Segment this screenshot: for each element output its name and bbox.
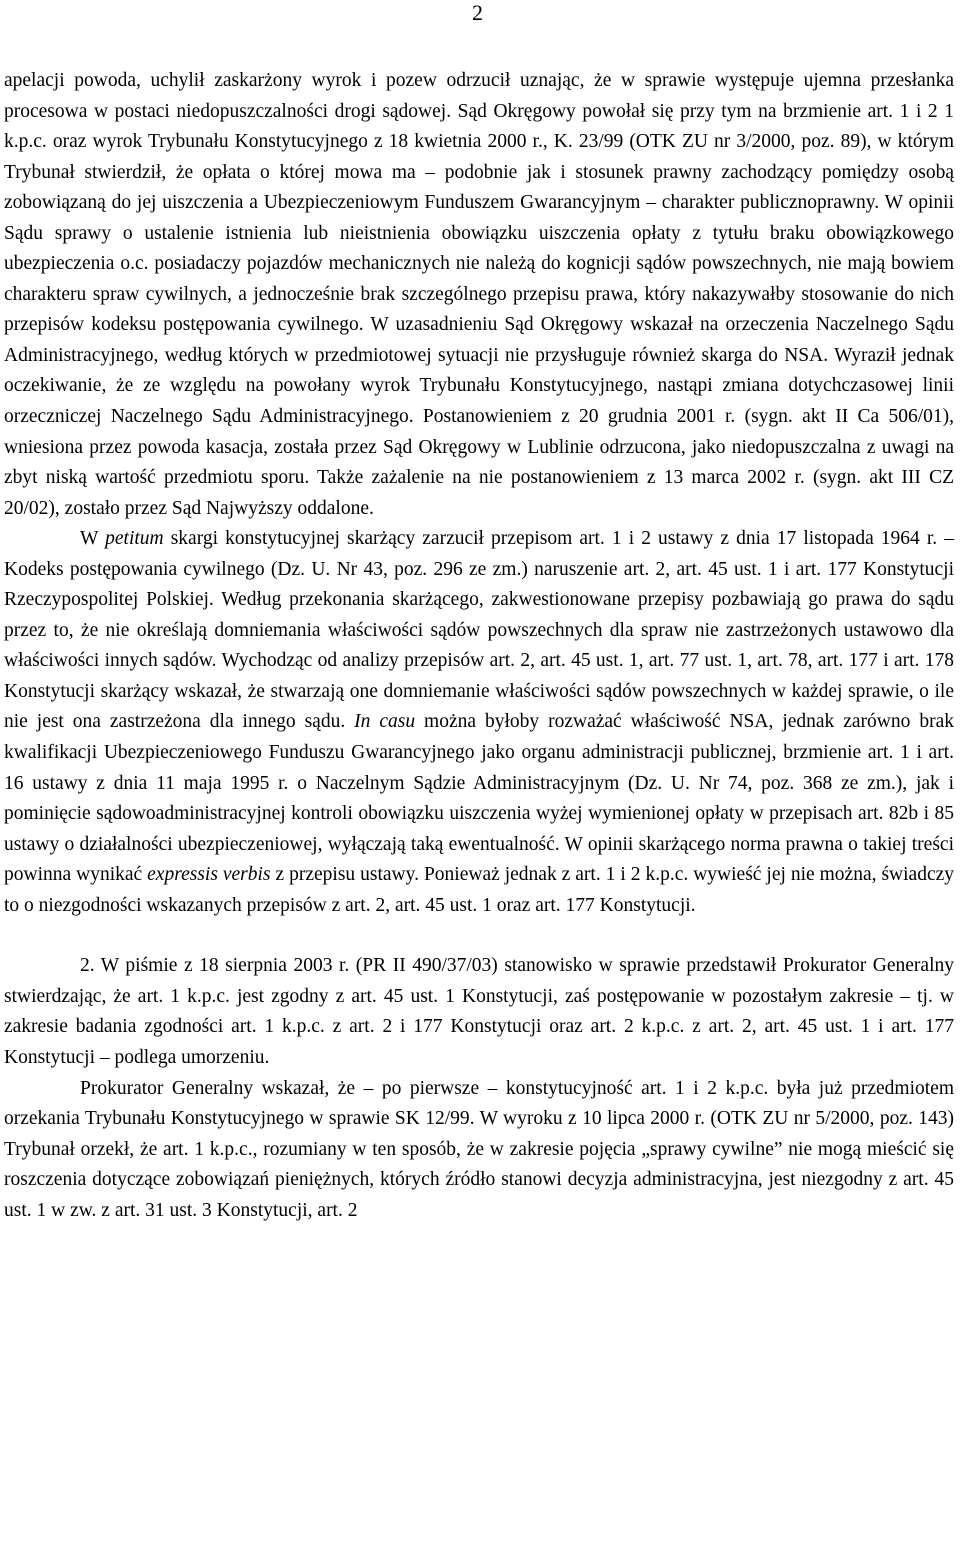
text-run: W: [80, 528, 106, 550]
italic-latin-term: petitum: [105, 528, 164, 550]
italic-latin-term: expressis verbis: [147, 864, 271, 886]
page-number: 2: [472, 0, 483, 25]
paragraph-1: [4, 66, 954, 524]
text-run: Prokurator Generalny wskazał, że – po pierwsze – konstytucyjność art. 1 i 2 k.p.c. była już przedmiotem orzekania Trybunału Konstytucyjnego w sprawie SK 12/99. W wyroku z 10 lipca 2000 r. (OTK ZU nr 5/2000, poz. 143) Trybunał orzekł, że art. 1 k.p.c., rozumiany w ten sposób, że w zakresie pojęcia „sprawy cywilne” nie mogą mieścić się roszczenia dotyczące zobowiązań pieniężnych, których źródło stanowi decyzja administracyjna, jest niezgodny z art. 45 ust. 1 w zw. z art. 31 ust. 3 Konstytucji, art. 2: [4, 1077, 954, 1221]
italic-latin-term: In casu: [354, 711, 416, 733]
text-run: można byłoby rozważać właściwość NSA, jednak zarówno brak kwalifikacji Ubezpieczeniowego Funduszu Gwarancyjnego jako organu administracji publicznej, brzmienie art. 1 i art. 16 ustawy z dnia 11 maja 1995 r. o Naczelnym Sądzie Administracyjnym (Dz. U. Nr 74, poz. 368 ze zm.), jak i pominięcie sądowoadministracyjnej kontroli obowiązku uiszczenia wyżej wymienionej opłaty w przepisach art. 82b i 85 ustawy o działalności ubezpieczeniowej, wyłączają taką ewentualność. W opinii skarżącego norma prawna o takiej treści powinna wynikać: [4, 711, 954, 886]
document-body: [4, 66, 954, 1226]
paragraph-4: [4, 1074, 954, 1227]
paragraph-gap: [4, 921, 954, 951]
text-run: apelacji powoda, uchylił zaskarżony wyrok i pozew odrzucił uznając, że w sprawie występuje ujemna przesłanka procesowa w postaci niedopuszczalności drogi sądowej. Sąd Okręgowy powołał się przy tym na brzmienie art. 1 i 2 1 k.p.c. oraz wyrok Trybunału Konstytucyjnego z 18 kwietnia 2000 r., K. 23/99 (OTK ZU nr 3/2000, poz. 89), w którym Trybunał stwierdził, że opłata o której mowa ma – podobnie jak i stosunek prawny zachodzący pomiędzy osobą zobowiązaną do jej uiszczenia a Ubezpieczeniowym Funduszem Gwarancyjnym – charakter publicznoprawny. W opinii Sądu sprawy o ustalenie istnienia lub nieistnienia obowiązku uiszczenia opłaty z tytułu braku obowiązkowego ubezpieczenia o.c. posiadaczy pojazdów mechanicznych nie należą do kognicji sądów powszechnych, nie mają bowiem charakteru spraw cywilnych, a jednocześnie brak szczególnego przepisu prawa, który nakazywałby stosowanie do nich przepisów kodeksu postępowania cywilnego. W uzasadnieniu Sąd Okręgowy wskazał na orzeczenia Naczelnego Sądu Administracyjnego, według których w przedmiotowej sytuacji nie przysługuje również skarga do NSA. Wyraził jednak oczekiwanie, że ze względu na powołany wyrok Trybunału Konstytucyjnego, nastąpi zmiana dotychczasowej linii orzeczniczej Naczelnego Sądu Administracyjnego. Postanowieniem z 20 grudnia 2001 r. (sygn. akt II Ca 506/01), wniesiona przez powoda kasacja, została przez Sąd Okręgowy w Lublinie odrzucona, jako niedopuszczalna z uwagi na zbyt niską wartość przedmiotu sporu. Także zażalenie na nie postanowieniem z 13 marca 2002 r. (sygn. akt III CZ 20/02), zostało przez Sąd Najwyższy oddalone.: [4, 70, 954, 519]
paragraph-3: [4, 951, 954, 1073]
text-run: skargi konstytucyjnej skarżący zarzucił przepisom art. 1 i 2 ustawy z dnia 17 listopada 1964 r. – Kodeks postępowania cywilnego (Dz. U. Nr 43, poz. 296 ze zm.) naruszenie art. 2, art. 45 ust. 1 i art. 177 Konstytucji Rzeczypospolitej Polskiej. Według przekonania skarżącego, zakwestionowane przepisy pozbawiają go prawa do sądu przez to, że nie określają domniemania właściwości sądów powszechnych dla spraw nie zastrzeżonych ustawowo dla właściwości innych sądów. Wychodząc od analizy przepisów art. 2, art. 45 ust. 1, art. 77 ust. 1, art. 78, art. 177 i art. 178 Konstytucji skarżący wskazał, że stwarzają one domniemanie właściwości sądów powszechnych w każdej sprawie, o ile nie jest ona zastrzeżona dla innego sądu.: [4, 528, 954, 733]
text-run: 2. W piśmie z 18 sierpnia 2003 r. (PR II 490/37/03) stanowisko w sprawie przedstawił Prokurator Generalny stwierdzając, że art. 1 k.p.c. jest zgodny z art. 45 ust. 1 Konstytucji, zaś postępowanie w pozostałym zakresie – tj. w zakresie badania zgodności art. 1 k.p.c. z art. 2 i 177 Konstytucji oraz art. 2 k.p.c. z art. 2, art. 45 ust. 1 i art. 177 Konstytucji – podlega umorzeniu.: [4, 955, 954, 1068]
paragraph-2: [4, 524, 954, 921]
text-run: z przepisu ustawy. Ponieważ jednak z art. 1 i 2 k.p.c. wywieść jej nie można, świadczy to o niezgodności wskazanych przepisów z art. 2, art. 45 ust. 1 oraz art. 177 Konstytucji.: [4, 864, 954, 916]
